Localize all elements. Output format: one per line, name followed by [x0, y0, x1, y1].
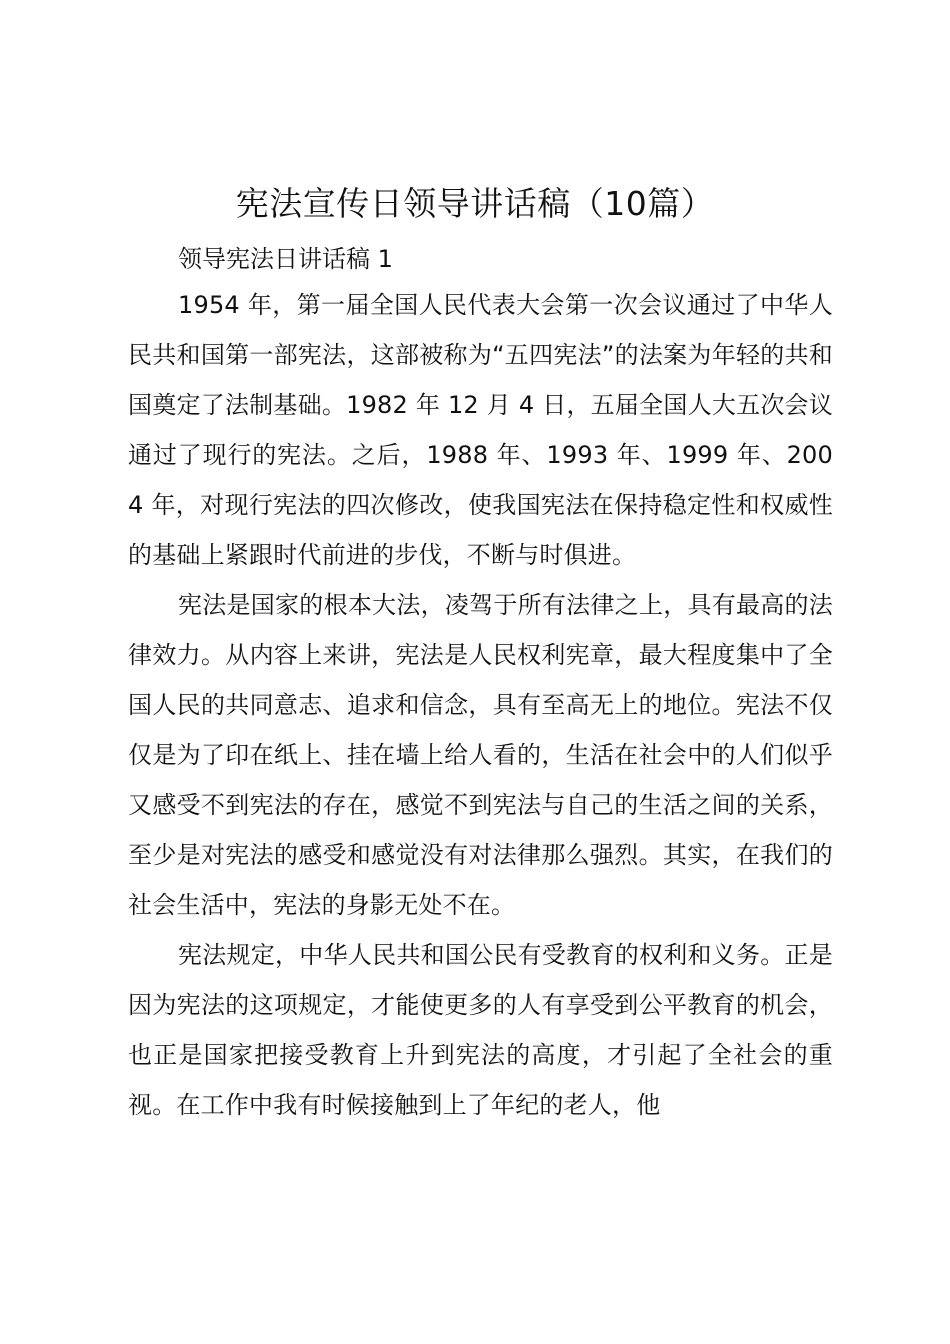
- paragraph-3: 宪法规定，中华人民共和国公民有受教育的权利和义务。正是因为宪法的这项规定，才能使更多的人有享受到公平教育的机会，也正是国家把接受教育上升到宪法的高度，才引起了全社会的重视。在工作中我有时候接触到上了年纪的老人，他: [128, 941, 833, 1119]
- paragraph-2: 宪法是国家的根本大法，凌驾于所有法律之上，具有最高的法律效力。从内容上来讲，宪法是人民权利宪章，最大程度集中了全国人民的共同意志、追求和信念，具有至高无上的地位。宪法不仅仅是为了印在纸上、挂在墙上给人看的，生活在社会中的人们似乎又感受不到宪法的存在，感觉不到宪法与自己的生活之间的关系，至少是对宪法的感受和感觉没有对法律那么强烈。其实，在我们的社会生活中，宪法的身影无处不在。: [128, 591, 833, 919]
- document-body: [128, 280, 833, 1130]
- document-title: 宪法宣传日领导讲话稿（10篇）: [235, 184, 715, 223]
- paragraph-1: 1954 年，第一届全国人民代表大会第一次会议通过了中华人民共和国第一部宪法，这部被称为“五四宪法”的法案为年轻的共和国奠定了法制基础。1982 年 12 月 4 日，五届全国人大五次会议通过了现行的宪法。之后，1988 年、1993 年、1999 年、2004 年，对现行宪法的四次修改，使我国宪法在保持稳定性和权威性的基础上紧跟时代前进的步伐，不断与时俱进。: [128, 291, 833, 569]
- section-heading: 领导宪法日讲话稿 1: [178, 245, 393, 273]
